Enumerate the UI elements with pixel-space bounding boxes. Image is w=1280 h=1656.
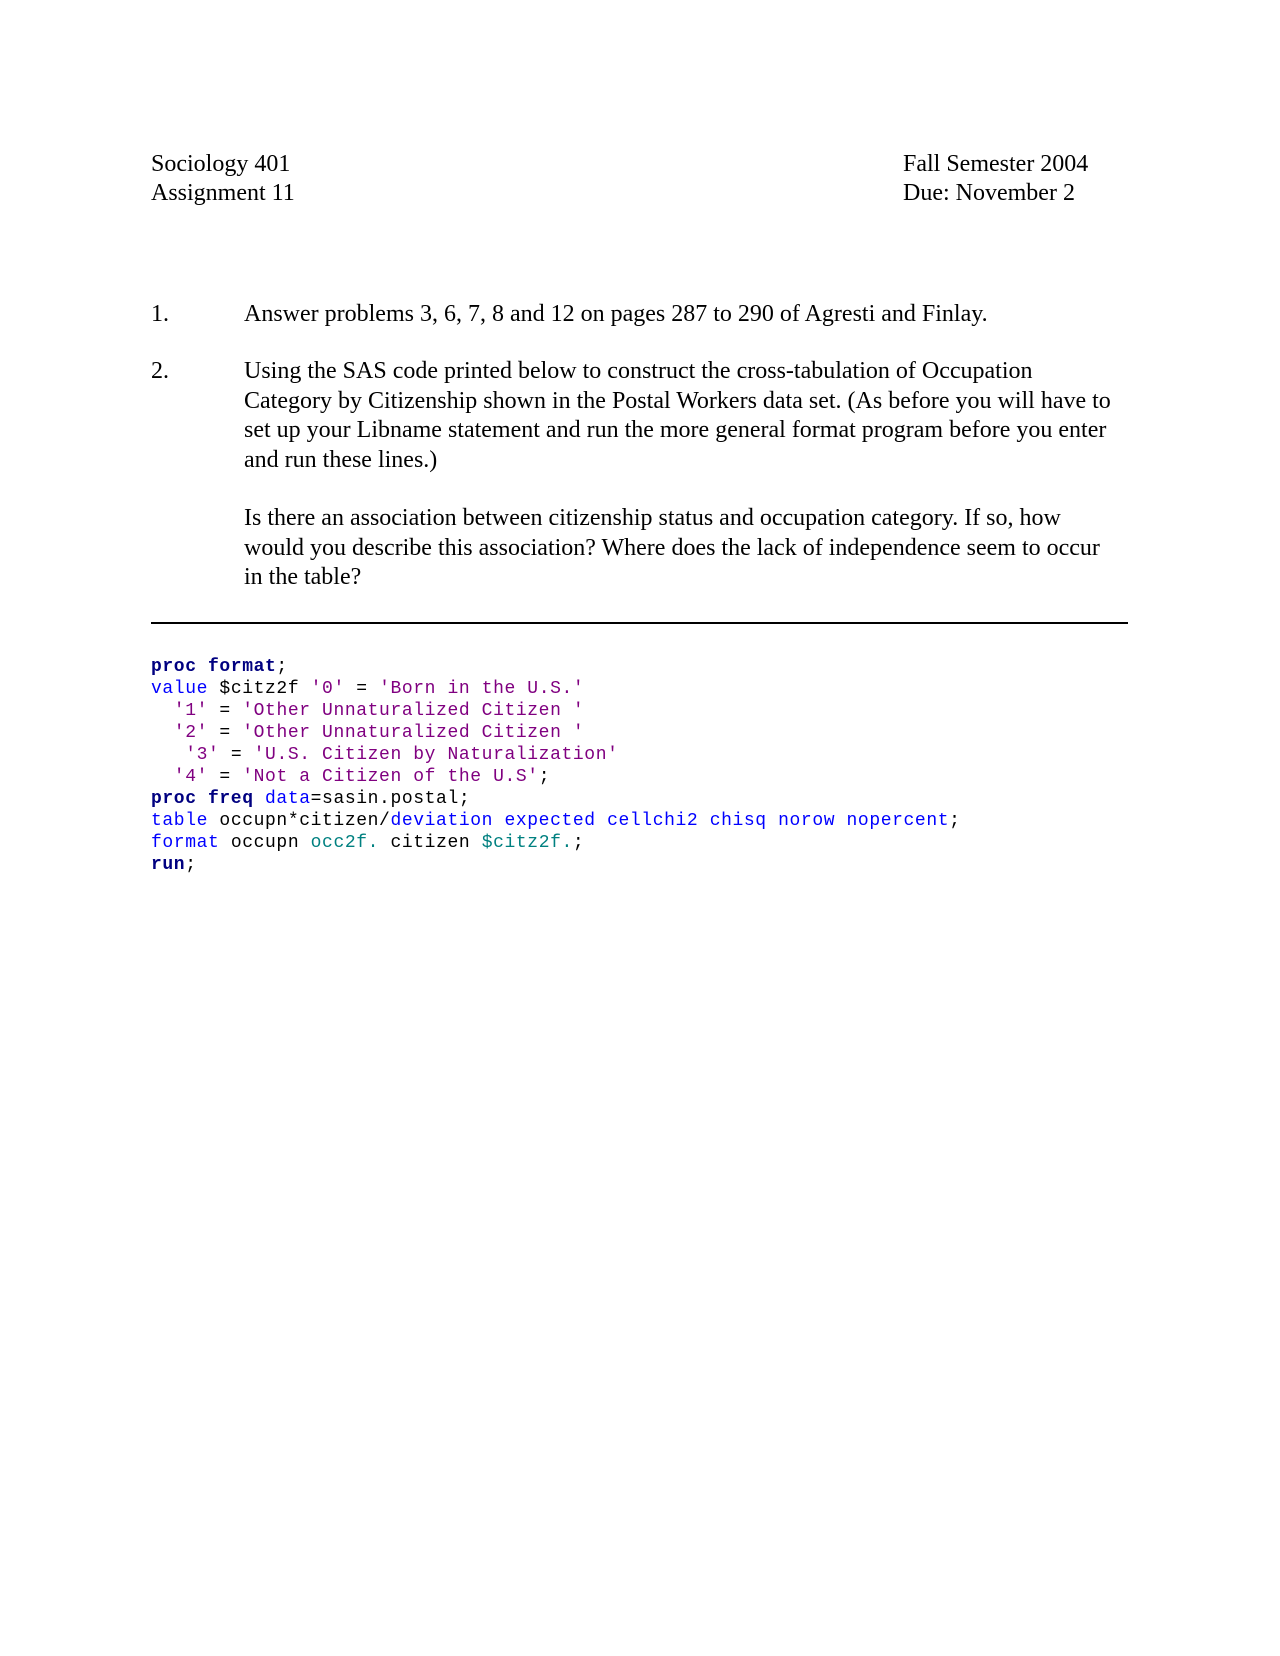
code-line: [151, 656, 961, 678]
code-line: [151, 810, 961, 832]
code-token: occupn*citizen/: [208, 811, 391, 831]
code-line: [151, 854, 961, 876]
code-token: occ2f.: [310, 833, 380, 853]
code-token: deviation expected cellchi2 chisq norow nopercent: [390, 811, 950, 831]
code-token: '3': [151, 745, 220, 765]
question-number: 1.: [151, 301, 169, 327]
code-line: [151, 766, 961, 788]
assignment-title: Assignment 11: [151, 180, 295, 206]
code-token: value: [151, 679, 209, 699]
code-token: ;: [276, 657, 288, 677]
question-text: Using the SAS code printed below to construct the cross-tabulation of Occupation Category by Citizenship shown in the Postal Workers data set. (As before you will have to set up your Libname statement and run the more general format program before you enter and run these lines.): [244, 358, 1111, 473]
semester-label: Fall Semester 2004: [903, 151, 1089, 177]
code-token: 'U.S. Citizen by Naturalization': [253, 745, 619, 765]
code-token: run: [151, 855, 186, 875]
code-line: [151, 678, 961, 700]
code-token: 'Born in the U.S.': [379, 679, 585, 699]
code-token: '2': [151, 723, 209, 743]
code-token: =: [208, 701, 243, 721]
code-token: 'Not a Citizen of the U.S': [242, 767, 539, 787]
code-token: ;: [185, 855, 197, 875]
code-token: '1': [151, 701, 209, 721]
code-token: 'Other Unnaturalized Citizen ': [242, 723, 585, 743]
question-followup-text: Is there an association between citizenship status and occupation category. If so, how would you describe this association? Where does the lack of independence seem to occur in the table?: [244, 505, 1100, 590]
course-title: Sociology 401: [151, 151, 291, 177]
code-token: $citz2f: [208, 679, 311, 699]
code-token: $citz2f.: [481, 833, 573, 853]
code-token: =: [208, 767, 243, 787]
code-token: 'Other Unnaturalized Citizen ': [242, 701, 585, 721]
sas-code-block: [151, 656, 961, 876]
header-left: [151, 150, 295, 208]
code-token: =: [208, 723, 243, 743]
code-line: [151, 700, 961, 722]
code-token: =: [219, 745, 254, 765]
code-token: '0': [310, 679, 345, 699]
question-number: 2.: [151, 358, 169, 384]
code-token: =: [344, 679, 380, 699]
code-token: '4': [151, 767, 209, 787]
code-token: proc format: [151, 657, 277, 677]
code-token: ;: [572, 833, 585, 853]
horizontal-divider: [151, 622, 1128, 624]
code-token: ;: [949, 811, 961, 831]
code-token: ;: [538, 767, 551, 787]
header-right: [903, 150, 1088, 208]
code-token: =sasin.postal;: [310, 789, 471, 809]
code-token: proc freq: [151, 789, 254, 809]
code-line: [151, 744, 961, 766]
code-line: [151, 722, 961, 744]
code-line: [151, 788, 961, 810]
code-token: data: [253, 789, 311, 809]
code-token: format: [151, 833, 220, 853]
code-line: [151, 832, 961, 854]
code-token: citizen: [379, 833, 482, 853]
code-token: table: [151, 811, 209, 831]
due-date: Due: November 2: [903, 180, 1075, 206]
code-token: occupn: [219, 833, 311, 853]
question-text: Answer problems 3, 6, 7, 8 and 12 on pages 287 to 290 of Agresti and Finlay.: [244, 301, 988, 327]
